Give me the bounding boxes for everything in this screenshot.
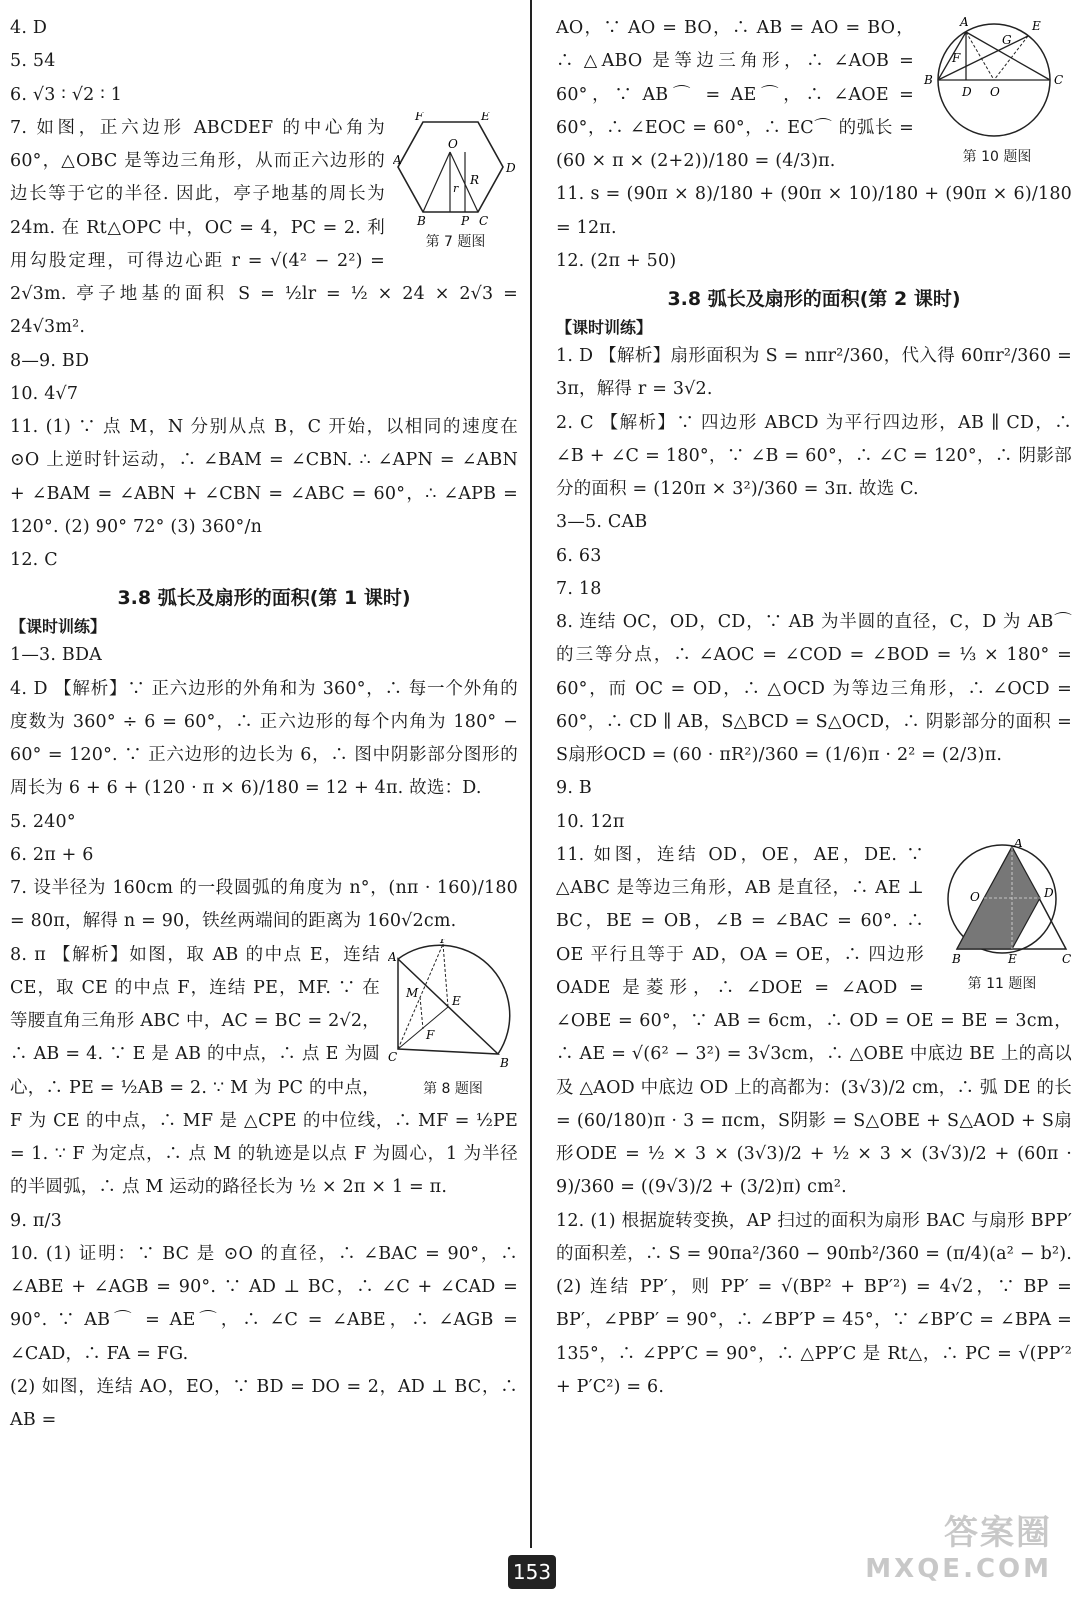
fig7-label-d: D bbox=[506, 160, 516, 175]
figure-8-caption: 第 8 题图 bbox=[423, 1080, 483, 1097]
fig8-label-e: E bbox=[452, 993, 461, 1008]
lesson1-answer-6: 6. 2π + 6 bbox=[10, 844, 94, 865]
lesson2-answer-1: 1. D 【解析】扇形面积为 S = nπr²/360，代入得 60πr²/360 = 3π，解得 r = 3√2. bbox=[556, 346, 1072, 400]
fig11-label-b: B bbox=[952, 951, 961, 966]
fig11-label-a: A bbox=[1014, 838, 1023, 850]
fig7-label-o: O bbox=[448, 136, 458, 151]
circle-triangle-figure-11 bbox=[932, 839, 1072, 969]
lesson2-answer-11: 11. 如图，连结 OD，OE，AE，DE. ∵ △ABC 是等边三角形，AB 是直径，∴ AE ⊥ BC，BE = OB，∠B = ∠BAC = 60°. ∴ OE 平行且等于 AD，OA = OE，∴ 四边形 OADE 是菱形，∴ ∠DOE = ∠AOD = ∠OBE = 60°，∵ AB = 6cm，∴ OD = OE = BE = 3cm，∴ AE = √(6² − 3²) = 3√3cm，∴ △OBE 中底边 BE 上的高以及 △AOD 中底边 OD 上的高都为：(3√3)/2 cm，∴ 弧 DE 的长 = (60/180)π · 3 = πcm，S阴影 = S△OBE + S△AOD + S扇形ODE = ½ × 3 × (3√3)/2 + ½ × 3 × (3√3)/2 + (60π · 9)/360 = ((9√3)/2 + (3/2)π) cm². bbox=[556, 844, 1072, 1198]
section-title-lesson-2: 3.8 弧长及扇形的面积(第 2 课时) bbox=[667, 288, 961, 310]
lesson1-answer-8: 8. π 【解析】如图，取 AB 的中点 E，连结 CE，取 CE 的中点 F，连结 PE，MF. ∵ 在等腰直角三角形 ABC 中，AC = BC = 2√2，∴ AB = 4. ∵ E 是 AB 的中点，∴ 点 E 为圆心，∴ PE = ½AB = 2. ∵ M 为 PC 的中点，F 为 CE 的中点，∴ MF 是 △CPE 的中位线，∴ MF = ½PE = 1. ∵ F 为定点，∴ 点 M 的轨迹是以点 F 为圆心，1 为半径的半圆弧，∴ 点 M 运动的路径长为 ½ × 2π × 1 = π. bbox=[10, 944, 518, 1198]
fig8-label-a: A bbox=[388, 949, 397, 964]
answer-11: 11. (1) ∵ 点 M，N 分别从点 B，C 开始，以相同的速度在 ⊙O 上逆时针运动，∴ ∠BAM = ∠CBN. ∴ ∠APN = ∠ABN + ∠BAM = ∠ABN + ∠CBN = ∠ABC = 60°，∴ ∠APB = 120°. (2) 90° 72° (3) 360°/n bbox=[10, 417, 518, 537]
lesson1-answer-12: 12. (2π + 50) bbox=[556, 250, 677, 271]
fig11-label-o: O bbox=[970, 889, 980, 904]
fig11-label-e: E bbox=[1008, 951, 1017, 966]
fig10-label-f: F bbox=[952, 51, 961, 65]
fig7-label-c: C bbox=[479, 213, 489, 227]
lesson2-answer-6: 6. 63 bbox=[556, 545, 602, 566]
lesson2-answer-2: 2. C 【解析】∵ 四边形 ABCD 为平行四边形，AB ∥ CD，∴ ∠B + ∠C = 180°，∵ ∠B = 60°，∴ ∠C = 120°，∴ 阴影部分的面积 = (120π × 3²)/360 = 3π. 故选 C. bbox=[556, 412, 1072, 499]
lesson2-answer-7: 7. 18 bbox=[556, 578, 602, 599]
fig10-label-o: O bbox=[990, 85, 1000, 99]
figure-10-caption: 第 10 题图 bbox=[962, 149, 1032, 165]
fig7-label-b: B bbox=[417, 213, 426, 227]
answer-12: 12. C bbox=[10, 550, 58, 570]
answer-6: 6. √3 ∶ √2 ∶ 1 bbox=[10, 84, 123, 105]
figure-11 bbox=[932, 839, 1072, 993]
answer-7: 7. 如图，正六边形 ABCDEF 的中心角为 60°，△OBC 是等边三角形，从而正六边形的边长等于它的半径. 因此，亭子地基的周长为 24m. 在 Rt△OPC 中，OC = 4，PC = 2. 利用勾股定理，可得边心距 r = √(4² − 2²) = 2√3m. 亭子地基的面积 S = ½lr = ½ × 24 × 2√3 = 24√3m². bbox=[10, 117, 518, 338]
fig10-label-b: B bbox=[924, 73, 933, 87]
answer-5: 5. 54 bbox=[10, 51, 56, 72]
fig10-label-g: G bbox=[1002, 33, 1012, 47]
lesson2-answer-8: 8. 连结 OC，OD，CD，∵ AB 为半圆的直径，C，D 为 AB⌒ 的三等分点，∴ ∠AOC = ∠COD = ∠BOD = ⅓ × 180° = 60°，而 OC = OD，∴ △OCD 为等边三角形，∴ ∠OCD = 60°，∴ CD ∥ AB，S△BCD = S△OCD，∴ 阴影部分的面积 = S扇形OCD = (60 · πR²)/360 = (1/6)π · 2² = (2/3)π. bbox=[556, 612, 1072, 765]
answer-10-continued: AO，∵ AO = BO，∴ AB = AO = BO，∴ △ABO 是等边三角形，∴ ∠AOB = 60°，∵ AB⌒ = AE⌒，∴ ∠AOE = 60°，∴ ∠EOC = 60°，∴ EC⌒ 的弧长 = (60 × π × (2+2))/180 = (4/3)π. bbox=[556, 18, 914, 171]
lesson1-answer-9: 9. π/3 bbox=[10, 1210, 62, 1231]
lesson1-answer-5: 5. 240° bbox=[10, 811, 76, 832]
lesson2-answer-12: 12. (1) 根据旋转变换，AP 扫过的面积为扇形 BAC 与扇形 BPP′ 的面积差，∴ S = 90πa²/360 − 90πb²/360 = (π/4)(a² − b²). (2) 连结 PP′，则 PP′ = √(BP² + BP′²) = 4√2，∵ BP = BP′，∠PBP′ = 90°，∴ ∠BP′P = 45°，∵ ∠BP′C = ∠BPA = 135°，∴ ∠PP′C = 90°，∴ △PP′C 是 Rt△，∴ PC = √(PP′² + P′C²) = 6. bbox=[556, 1210, 1072, 1397]
watermark bbox=[865, 1505, 1052, 1584]
practice-tag-2: 【课时训练】 bbox=[556, 318, 653, 337]
circle-figure-10 bbox=[922, 12, 1072, 142]
fig10-label-d: D bbox=[962, 85, 972, 99]
fig7-label-e: E bbox=[481, 111, 490, 123]
fig7-label-r: R bbox=[470, 172, 480, 187]
fig11-label-d: D bbox=[1044, 885, 1054, 900]
section-title-lesson-1: 3.8 弧长及扇形的面积(第 1 课时) bbox=[117, 587, 411, 610]
lesson2-answer-9: 9. B bbox=[556, 778, 592, 799]
lesson1-answer-1-3: 1—3. BDA bbox=[10, 645, 103, 666]
lesson2-answer-3-5: 3—5. CAB bbox=[556, 512, 648, 533]
fig10-label-a: A bbox=[960, 15, 969, 29]
lesson1-answer-7: 7. 设半径为 160cm 的一段圆弧的角度为 n°，(nπ · 160)/180 = 80π，解得 n = 90，铁丝两端间的距离为 160√2cm. bbox=[10, 878, 518, 932]
left-column bbox=[10, 12, 518, 1437]
hexagon-figure bbox=[393, 112, 518, 227]
answer-8-9: 8—9. BD bbox=[10, 350, 90, 371]
semicircle-figure bbox=[388, 939, 518, 1074]
fig7-label-small-r: r bbox=[453, 181, 459, 195]
right-column bbox=[556, 12, 1072, 1404]
answer-10: 10. 4√7 bbox=[10, 383, 79, 404]
fig11-label-c: C bbox=[1062, 951, 1072, 966]
fig10-label-e: E bbox=[1032, 19, 1041, 33]
column-divider bbox=[530, 0, 532, 1548]
figure-7-caption: 第 7 题图 bbox=[425, 233, 486, 250]
fig7-label-p: P bbox=[461, 213, 470, 227]
lesson2-answer-10: 10. 12π bbox=[556, 811, 625, 832]
watermark-text: 答案圈 bbox=[944, 1513, 1052, 1553]
fig8-label-m: M bbox=[406, 985, 419, 1000]
practice-tag-1: 【课时训练】 bbox=[10, 617, 107, 637]
figure-7 bbox=[393, 112, 518, 251]
watermark-url: MXQE.COM bbox=[865, 1554, 1052, 1584]
figure-10 bbox=[922, 12, 1072, 166]
fig8-label-p: P bbox=[440, 938, 449, 946]
fig8-label-b: B bbox=[500, 1055, 509, 1070]
fig10-label-c: C bbox=[1054, 73, 1064, 87]
fig7-label-f: F bbox=[415, 111, 424, 123]
figure-8 bbox=[388, 939, 518, 1098]
lesson1-answer-4: 4. D 【解析】∵ 正六边形的外角和为 360°，∴ 每一个外角的度数为 360° ÷ 6 = 60°，∴ 正六边形的每个内角为 180° − 60° = 120°. ∵ 正六边形的边长为 6，∴ 图中阴影部分图形的周长为 6 + 6 + (120 · π × 6)/180 = 12 + 4π. 故选：D. bbox=[10, 678, 518, 799]
lesson1-answer-11: 11. s = (90π × 8)/180 + (90π × 10)/180 + (90π × 6)/180 = 12π. bbox=[556, 184, 1072, 238]
fig8-label-f: F bbox=[426, 1027, 435, 1042]
page-number: 153 bbox=[508, 1555, 556, 1589]
fig7-label-a: A bbox=[393, 152, 402, 167]
lesson1-answer-10-part1: 10. (1) 证明：∵ BC 是 ⊙O 的直径，∴ ∠BAC = 90°，∴ ∠ABE + ∠AGB = 90°. ∵ AD ⊥ BC，∴ ∠C + ∠CAD = 90°. ∵ AB⌒ = AE⌒，∴ ∠C = ∠ABE，∴ ∠AGB = ∠CAD，∴ FA = FG. bbox=[10, 1243, 518, 1364]
answer-4: 4. D bbox=[10, 18, 48, 38]
fig8-label-c: C bbox=[388, 1049, 398, 1064]
lesson1-answer-10-part2: (2) 如图，连结 AO，EO，∵ BD = DO = 2，AD ⊥ BC，∴ AB = bbox=[10, 1376, 518, 1430]
figure-11-caption: 第 11 题图 bbox=[967, 975, 1037, 992]
